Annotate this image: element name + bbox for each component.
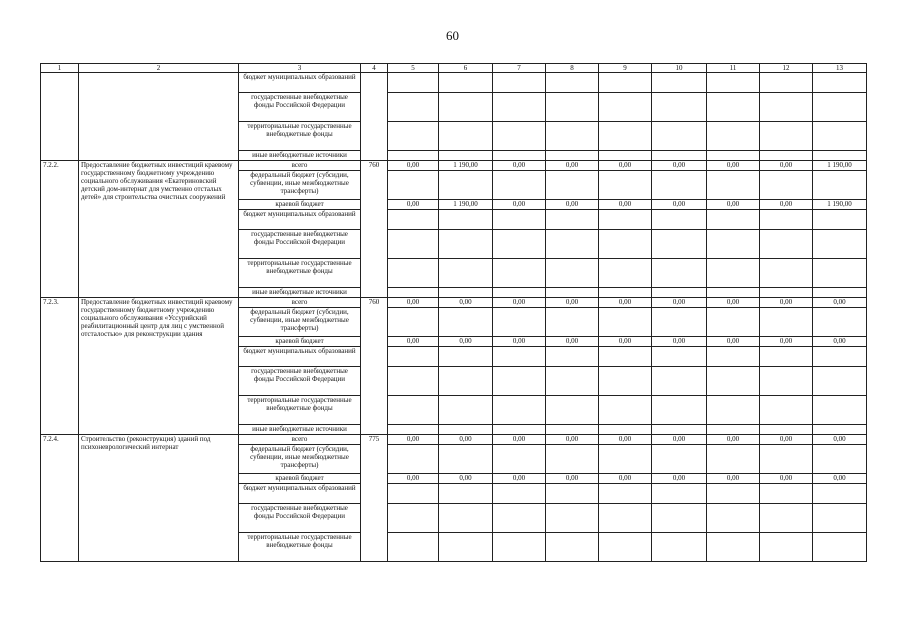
value-cell-col-7 [493,484,546,504]
value-cell-col-9 [599,533,652,562]
table-body [41,73,867,562]
value-cell-col-12: 0,00 [760,200,813,210]
value-cell-col-12: 0,00 [760,474,813,484]
value-cell-col-12 [760,533,813,562]
value-cell-col-10: 0,00 [652,298,707,308]
value-cell-col-6 [439,122,493,151]
value-cell-col-5: 0,00 [388,161,439,171]
funding-source: иные внебюджетные источники [239,288,361,298]
value-cell-col-6 [439,93,493,122]
funding-source: государственные внебюджетные фонды Российской Федерации [239,504,361,533]
value-cell-col-12 [760,484,813,504]
value-cell-col-5 [388,445,439,474]
value-cell-col-8 [546,122,599,151]
value-cell-col-8 [546,151,599,161]
column-header-4: 4 [361,64,388,73]
value-cell-col-7: 0,00 [493,161,546,171]
value-cell-col-11: 0,00 [707,200,760,210]
value-cell-col-12 [760,396,813,425]
value-cell-col-6 [439,367,493,396]
value-cell-col-5 [388,210,439,230]
value-cell-col-11 [707,347,760,367]
table-row [41,298,867,308]
value-cell-col-9 [599,210,652,230]
value-cell-col-5 [388,171,439,200]
value-cell-col-8 [546,425,599,435]
value-cell-col-9: 0,00 [599,474,652,484]
value-cell-col-5: 0,00 [388,298,439,308]
value-cell-col-11 [707,504,760,533]
value-cell-col-10 [652,445,707,474]
value-cell-col-13: 1 190,00 [813,161,867,171]
value-cell-col-11 [707,259,760,288]
value-cell-col-11 [707,122,760,151]
value-cell-col-8 [546,230,599,259]
value-cell-col-8 [546,347,599,367]
value-cell-col-11 [707,308,760,337]
value-cell-col-12 [760,288,813,298]
value-cell-col-10: 0,00 [652,435,707,445]
value-cell-col-8: 0,00 [546,200,599,210]
value-cell-col-9 [599,230,652,259]
value-cell-col-8 [546,308,599,337]
funding-source: бюджет муниципальных образований [239,73,361,93]
value-cell-col-11: 0,00 [707,435,760,445]
value-cell-col-10 [652,288,707,298]
value-cell-col-9 [599,259,652,288]
value-cell-col-8 [546,210,599,230]
funding-source: федеральный бюджет (субсидии, субвенции, иные межбюджетные трансферты) [239,171,361,200]
funding-source: территориальные государственные внебюджетные фонды [239,533,361,562]
column-header-10: 10 [652,64,707,73]
funding-source: государственные внебюджетные фонды Российской Федерации [239,230,361,259]
funding-source: всего [239,161,361,171]
value-cell-col-13 [813,347,867,367]
value-cell-col-10: 0,00 [652,337,707,347]
value-cell-col-11 [707,367,760,396]
value-cell-col-5 [388,308,439,337]
value-cell-col-11 [707,171,760,200]
value-cell-col-6 [439,259,493,288]
value-cell-col-7 [493,122,546,151]
value-cell-col-9: 0,00 [599,337,652,347]
value-cell-col-5 [388,73,439,93]
value-cell-col-11 [707,396,760,425]
value-cell-col-10 [652,210,707,230]
value-cell-col-5 [388,151,439,161]
budget-table [40,63,867,562]
value-cell-col-8: 0,00 [546,298,599,308]
table-row [41,73,867,93]
value-cell-col-7 [493,425,546,435]
value-cell-col-13 [813,171,867,200]
value-cell-col-11: 0,00 [707,161,760,171]
value-cell-col-6 [439,425,493,435]
column-header-3: 3 [239,64,361,73]
value-cell-col-7 [493,259,546,288]
value-cell-col-13 [813,425,867,435]
value-cell-col-6: 0,00 [439,435,493,445]
value-cell-col-10 [652,533,707,562]
value-cell-col-12 [760,171,813,200]
value-cell-col-9: 0,00 [599,435,652,445]
value-cell-col-6: 0,00 [439,337,493,347]
value-cell-col-8: 0,00 [546,474,599,484]
value-cell-col-9 [599,445,652,474]
value-cell-col-10: 0,00 [652,474,707,484]
value-cell-col-10 [652,93,707,122]
table-row [41,161,867,171]
value-cell-col-11: 0,00 [707,337,760,347]
value-cell-col-10: 0,00 [652,161,707,171]
column-header-8: 8 [546,64,599,73]
value-cell-col-11 [707,445,760,474]
value-cell-col-6 [439,210,493,230]
value-cell-col-8 [546,73,599,93]
value-cell-col-11: 0,00 [707,298,760,308]
value-cell-col-8: 0,00 [546,435,599,445]
value-cell-col-9 [599,93,652,122]
value-cell-col-7: 0,00 [493,298,546,308]
value-cell-col-12 [760,445,813,474]
value-cell-col-13 [813,308,867,337]
value-cell-col-10 [652,504,707,533]
funding-source: краевой бюджет [239,200,361,210]
value-cell-col-10 [652,259,707,288]
value-cell-col-13 [813,93,867,122]
value-cell-col-13: 1 190,00 [813,200,867,210]
value-cell-col-12 [760,73,813,93]
value-cell-col-13 [813,259,867,288]
value-cell-col-9 [599,73,652,93]
value-cell-col-7 [493,151,546,161]
budget-code: 760 [361,161,388,298]
value-cell-col-12 [760,367,813,396]
value-cell-col-7 [493,533,546,562]
value-cell-col-12 [760,122,813,151]
funding-source: бюджет муниципальных образований [239,210,361,230]
value-cell-col-7: 0,00 [493,474,546,484]
value-cell-col-12 [760,425,813,435]
value-cell-col-13 [813,210,867,230]
value-cell-col-5 [388,396,439,425]
value-cell-col-10 [652,151,707,161]
value-cell-col-13: 0,00 [813,435,867,445]
value-cell-col-7 [493,445,546,474]
value-cell-col-13 [813,396,867,425]
value-cell-col-9 [599,367,652,396]
value-cell-col-8 [546,171,599,200]
value-cell-col-12: 0,00 [760,435,813,445]
budget-code: 775 [361,435,388,562]
value-cell-col-10 [652,425,707,435]
value-cell-col-12 [760,230,813,259]
value-cell-col-10 [652,230,707,259]
funding-source: государственные внебюджетные фонды Российской Федерации [239,367,361,396]
value-cell-col-11 [707,210,760,230]
value-cell-col-5 [388,93,439,122]
column-header-11: 11 [707,64,760,73]
value-cell-col-8: 0,00 [546,161,599,171]
funding-source: краевой бюджет [239,337,361,347]
value-cell-col-7: 0,00 [493,337,546,347]
value-cell-col-6: 0,00 [439,298,493,308]
value-cell-col-13: 0,00 [813,474,867,484]
funding-source: всего [239,435,361,445]
value-cell-col-8 [546,367,599,396]
value-cell-col-5 [388,347,439,367]
value-cell-col-5 [388,367,439,396]
item-number: 7.2.3. [41,298,79,435]
value-cell-col-12 [760,151,813,161]
value-cell-col-9 [599,288,652,298]
value-cell-col-13 [813,445,867,474]
value-cell-col-8 [546,396,599,425]
value-cell-col-13 [813,151,867,161]
value-cell-col-6 [439,504,493,533]
page-number: 60 [446,28,459,43]
value-cell-col-6 [439,73,493,93]
value-cell-col-9 [599,396,652,425]
value-cell-col-10 [652,396,707,425]
value-cell-col-7 [493,347,546,367]
value-cell-col-9 [599,425,652,435]
value-cell-col-13 [813,484,867,504]
value-cell-col-5: 0,00 [388,435,439,445]
value-cell-col-9: 0,00 [599,200,652,210]
item-description: Предоставление бюджетных инвестиций краевому государственному бюджетному учреждению социального обслуживания «Уссурийский реабилитационный центр для лиц с умственной отсталостью» для реконструкции здания [79,298,239,435]
value-cell-col-6 [439,171,493,200]
value-cell-col-13 [813,504,867,533]
funding-source: территориальные государственные внебюджетные фонды [239,396,361,425]
value-cell-col-7 [493,73,546,93]
value-cell-col-5: 0,00 [388,474,439,484]
funding-source: федеральный бюджет (субсидии, субвенции, иные межбюджетные трансферты) [239,308,361,337]
budget-code [361,73,388,161]
value-cell-col-6 [439,347,493,367]
value-cell-col-8 [546,93,599,122]
value-cell-col-6 [439,288,493,298]
value-cell-col-11: 0,00 [707,474,760,484]
funding-source: иные внебюджетные источники [239,425,361,435]
value-cell-col-7 [493,504,546,533]
value-cell-col-5: 0,00 [388,337,439,347]
budget-code: 760 [361,298,388,435]
value-cell-col-7 [493,396,546,425]
value-cell-col-12 [760,504,813,533]
funding-source: всего [239,298,361,308]
item-description [79,73,239,161]
value-cell-col-8 [546,288,599,298]
value-cell-col-5 [388,533,439,562]
funding-source: иные внебюджетные источники [239,151,361,161]
column-header-7: 7 [493,64,546,73]
column-number-header-row [41,64,867,73]
value-cell-col-6 [439,484,493,504]
column-header-1: 1 [41,64,79,73]
value-cell-col-7: 0,00 [493,435,546,445]
value-cell-col-11 [707,484,760,504]
value-cell-col-7 [493,93,546,122]
value-cell-col-6: 1 190,00 [439,200,493,210]
value-cell-col-10 [652,484,707,504]
value-cell-col-6: 1 190,00 [439,161,493,171]
value-cell-col-13 [813,367,867,396]
value-cell-col-8 [546,484,599,504]
value-cell-col-5 [388,425,439,435]
column-header-13: 13 [813,64,867,73]
item-number [41,73,79,161]
value-cell-col-7 [493,288,546,298]
column-header-9: 9 [599,64,652,73]
value-cell-col-10 [652,347,707,367]
value-cell-col-7 [493,171,546,200]
value-cell-col-10 [652,367,707,396]
value-cell-col-5 [388,259,439,288]
value-cell-col-6 [439,396,493,425]
value-cell-col-13 [813,288,867,298]
value-cell-col-5: 0,00 [388,200,439,210]
value-cell-col-9 [599,308,652,337]
value-cell-col-12: 0,00 [760,337,813,347]
item-description: Строительство (реконструкция) зданий под психоневрологический интернат [79,435,239,562]
value-cell-col-5 [388,484,439,504]
item-description: Предоставление бюджетных инвестиций краевому государственному бюджетному учреждению социального обслуживания «Екатериновский детский дом-интернат для умственно отсталых детей» для строительства очистных сооружений [79,161,239,298]
value-cell-col-10 [652,73,707,93]
value-cell-col-12 [760,210,813,230]
value-cell-col-11 [707,230,760,259]
funding-source: территориальные государственные внебюджетные фонды [239,122,361,151]
column-header-6: 6 [439,64,493,73]
value-cell-col-6 [439,533,493,562]
item-number: 7.2.4. [41,435,79,562]
value-cell-col-8 [546,259,599,288]
value-cell-col-9 [599,171,652,200]
value-cell-col-9 [599,484,652,504]
column-header-5: 5 [388,64,439,73]
value-cell-col-11 [707,151,760,161]
value-cell-col-12 [760,347,813,367]
value-cell-col-6 [439,151,493,161]
value-cell-col-9: 0,00 [599,161,652,171]
value-cell-col-8 [546,504,599,533]
value-cell-col-8 [546,445,599,474]
item-number: 7.2.2. [41,161,79,298]
value-cell-col-10 [652,171,707,200]
value-cell-col-7 [493,367,546,396]
value-cell-col-5 [388,288,439,298]
value-cell-col-7: 0,00 [493,200,546,210]
value-cell-col-12 [760,259,813,288]
value-cell-col-11 [707,93,760,122]
value-cell-col-12 [760,93,813,122]
value-cell-col-11 [707,533,760,562]
value-cell-col-5 [388,504,439,533]
value-cell-col-10: 0,00 [652,200,707,210]
value-cell-col-7 [493,210,546,230]
funding-source: бюджет муниципальных образований [239,347,361,367]
value-cell-col-10 [652,308,707,337]
value-cell-col-9 [599,504,652,533]
value-cell-col-13 [813,122,867,151]
value-cell-col-5 [388,230,439,259]
value-cell-col-9 [599,347,652,367]
value-cell-col-6 [439,445,493,474]
value-cell-col-10 [652,122,707,151]
value-cell-col-8 [546,533,599,562]
value-cell-col-8: 0,00 [546,337,599,347]
value-cell-col-11 [707,73,760,93]
value-cell-col-13 [813,230,867,259]
value-cell-col-9: 0,00 [599,298,652,308]
value-cell-col-13 [813,533,867,562]
value-cell-col-12: 0,00 [760,298,813,308]
value-cell-col-13: 0,00 [813,298,867,308]
value-cell-col-7 [493,308,546,337]
value-cell-col-12: 0,00 [760,161,813,171]
value-cell-col-6: 0,00 [439,474,493,484]
funding-source: государственные внебюджетные фонды Российской Федерации [239,93,361,122]
funding-source: федеральный бюджет (субсидии, субвенции, иные межбюджетные трансферты) [239,445,361,474]
funding-source: бюджет муниципальных образований [239,484,361,504]
value-cell-col-6 [439,230,493,259]
value-cell-col-13: 0,00 [813,337,867,347]
value-cell-col-6 [439,308,493,337]
value-cell-col-5 [388,122,439,151]
value-cell-col-11 [707,288,760,298]
value-cell-col-9 [599,122,652,151]
funding-source: краевой бюджет [239,474,361,484]
funding-source: территориальные государственные внебюджетные фонды [239,259,361,288]
value-cell-col-13 [813,73,867,93]
table-row [41,435,867,445]
value-cell-col-11 [707,425,760,435]
column-header-2: 2 [79,64,239,73]
value-cell-col-12 [760,308,813,337]
column-header-12: 12 [760,64,813,73]
value-cell-col-7 [493,230,546,259]
value-cell-col-9 [599,151,652,161]
